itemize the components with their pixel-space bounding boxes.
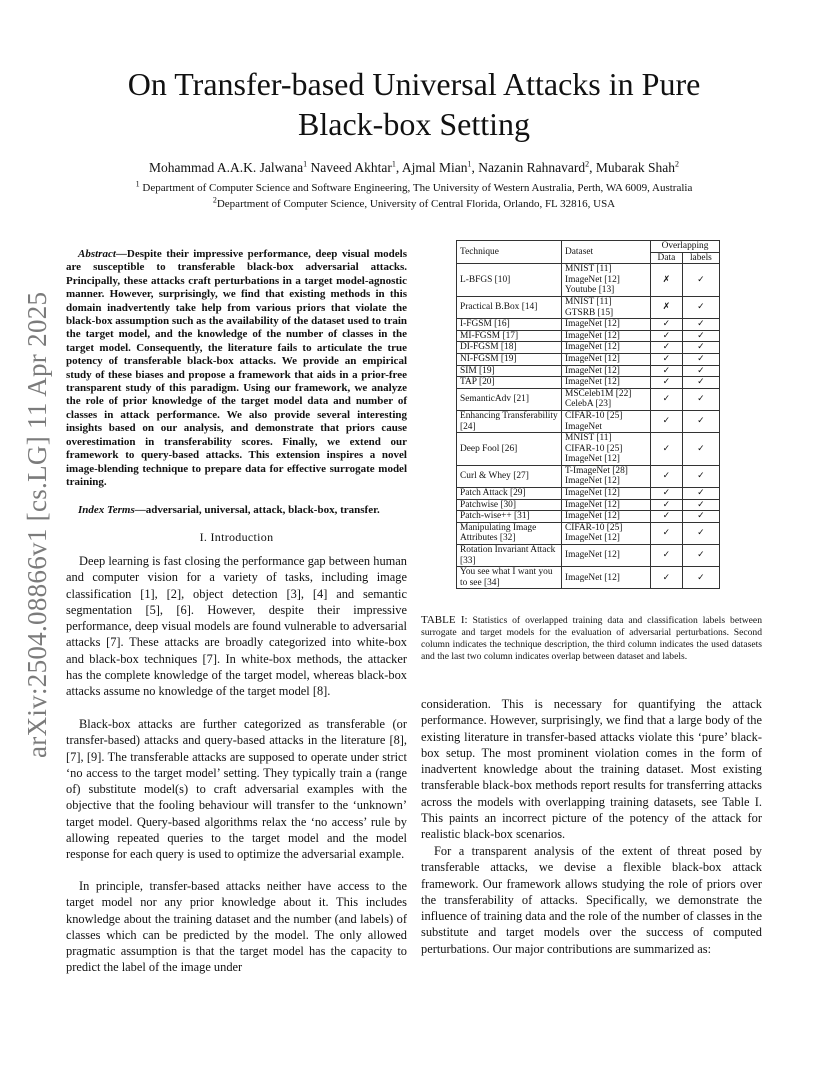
author-aff: 1	[467, 159, 472, 169]
check-mark: ✓	[662, 353, 671, 364]
index-terms	[66, 504, 407, 517]
author-aff: 2	[674, 159, 679, 169]
table-caption	[421, 614, 762, 663]
table-cell-labels	[682, 410, 719, 432]
dataset-entry: ImageNet [12]	[565, 353, 620, 364]
table-row	[457, 264, 720, 297]
table-row	[457, 388, 720, 410]
check-mark: ✓	[697, 416, 705, 427]
check-mark: ✓	[697, 302, 705, 313]
table-cell-labels	[682, 511, 719, 523]
table-row	[457, 488, 720, 500]
check-mark: ✓	[662, 511, 671, 522]
table-header-labels: labels	[682, 252, 719, 264]
table-cell-technique: Patch Attack [29]	[457, 488, 562, 500]
check-mark: ✓	[662, 550, 671, 561]
author-name: Nazanin Rahnavard	[478, 160, 586, 175]
table-row	[457, 353, 720, 365]
title-line-1: On Transfer-based Universal Attacks in Pure	[127, 66, 701, 102]
cross-mark: ✗	[662, 274, 671, 285]
table-cell-dataset	[562, 410, 651, 432]
body-paragraph: Black-box attacks are further categorized as transferable (or transfer-based) attacks and query-based attacks in the literature [8], [7], [9]. The transferable attacks are supposed to operate under strict ‘no access to the target model’ setting. They typically train a (range of) substitute model(s) to craft adversarial examples with the objective that the fooling behaviour will transfer to the ‘unknown’ target model. Query-based algorithms relax the ‘no access’ rule by allowing repeated queries to the target model and the model response for each query is used to optimize the adversarial example.	[66, 717, 407, 862]
table-row	[457, 511, 720, 523]
table-cell-dataset	[562, 388, 651, 410]
dataset-entry: T-ImageNet [28]	[565, 465, 628, 476]
dataset-entry: GTSRB [15]	[565, 307, 614, 318]
table-cell-labels	[682, 296, 719, 318]
table-cell-data	[651, 353, 683, 365]
check-mark: ✓	[697, 330, 705, 341]
table-row	[457, 377, 720, 389]
table-cell-data	[651, 377, 683, 389]
affiliation-1-text: Department of Computer Science and Software Engineering, The University of Western Australia, Perth, WA 6009, Australia	[142, 182, 693, 194]
table-cell-technique: Curl & Whey [27]	[457, 465, 562, 487]
table-cell-data	[651, 264, 683, 297]
table-row	[457, 410, 720, 432]
table-cell-labels	[682, 330, 719, 342]
table-header-row	[457, 241, 720, 253]
table-cell-labels	[682, 522, 719, 544]
abstract-text: —Despite their impressive performance, deep visual models are susceptible to transferable black-box adversarial attacks. Principally, these attacks craft perturbations in a target model-agnostic manner. However, surprisingly, we find that existing methods in this domain inadvertently take help from various priors that violate the black-box assumption such as the availability of the dataset used to train the target model, and the knowledge of the number of classes in the target model. Consequently, the literature fails to articulate the true potency of transferable black-box attacks. We provide an empirical study of these biases and propose a framework that aids in a prior-free transparent study of this paradigm. Using our framework, we analyze the role of prior knowledge of the target model data and number of classes in attack performance. We also provide several interesting insights based on our analysis, and demonstrate that priors cause overestimation in transferability scores. Finally, we extend our framework to query-based attacks. This extension inspires a novel image-blending technique to prepare data for effective surrogate model training.	[66, 248, 407, 488]
table-cell-data	[651, 388, 683, 410]
check-mark: ✓	[662, 572, 671, 583]
table-header-dataset: Dataset	[562, 241, 651, 264]
check-mark: ✓	[697, 488, 705, 499]
table-cell-dataset	[562, 264, 651, 297]
body-paragraph: For a transparent analysis of the extent of threat posed by transferable attacks, we devise a flexible black-box attack framework. Our framework allows studying the role of priors over the transferability of attacks. Specifically, we demonstrate the influence of training data and the role of the number of classes in the substitute and target models over the success of computed perturbations. Our major contributions are summarized as:	[421, 844, 762, 956]
table-cell-technique: L-BFGS [10]	[457, 264, 562, 297]
check-mark: ✓	[697, 353, 705, 364]
table-cell-dataset	[562, 296, 651, 318]
table-row	[457, 567, 720, 589]
index-terms-text: —adversarial, universal, attack, black-box, transfer.	[134, 504, 380, 516]
check-mark: ✓	[662, 528, 671, 539]
table-cell-technique: MI-FGSM [17]	[457, 330, 562, 342]
check-mark: ✓	[697, 528, 705, 539]
table-cell-data	[651, 365, 683, 377]
affiliation-2-text: Department of Computer Science, University of Central Florida, Orlando, FL 32816, USA	[216, 198, 616, 210]
table-cell-dataset	[562, 365, 651, 377]
dataset-entry: CelebA [23]	[565, 399, 612, 410]
dataset-entry: ImageNet [12]	[565, 550, 620, 561]
table-cell-labels	[682, 488, 719, 500]
arxiv-watermark: arXiv:2504.08866v1 [cs.LG] 11 Apr 2025	[22, 291, 52, 758]
check-mark: ✓	[697, 342, 705, 353]
table-cell-labels	[682, 433, 719, 466]
table-cell-dataset	[562, 342, 651, 354]
abstract-label: Abstract	[78, 248, 116, 260]
check-mark: ✓	[662, 394, 671, 405]
check-mark: ✓	[697, 499, 705, 510]
check-mark: ✓	[662, 443, 671, 454]
author-aff: 1	[303, 159, 308, 169]
table-cell-labels	[682, 567, 719, 589]
dataset-entry: ImageNet [12]	[565, 319, 620, 330]
index-terms-label: Index Terms	[78, 504, 135, 516]
table-cell-dataset	[562, 319, 651, 331]
table-cell-labels	[682, 319, 719, 331]
table-row	[457, 319, 720, 331]
table-row	[457, 499, 720, 511]
table-cell-technique: I-FGSM [16]	[457, 319, 562, 331]
dataset-entry: MNIST [11]	[565, 433, 612, 444]
table-cell-technique: Rotation Invariant Attack [33]	[457, 545, 562, 567]
caption-label: TABLE I:	[421, 614, 468, 626]
check-mark: ✓	[697, 365, 705, 376]
table-row	[457, 296, 720, 318]
check-mark: ✓	[662, 365, 671, 376]
author-name: Mohammad A.A.K. Jalwana	[149, 160, 304, 175]
table-cell-dataset	[562, 488, 651, 500]
check-mark: ✓	[697, 471, 705, 482]
dataset-entry: ImageNet [12]	[565, 476, 620, 487]
affiliation-2: $^2$Department of Computer Science, University of Central Florida, Orlando, FL 32816, USA	[212, 195, 616, 210]
table-header-overlapping: Overlapping	[651, 241, 720, 253]
dataset-entry: MSCeleb1M [22]	[565, 388, 632, 399]
check-mark: ✓	[697, 319, 705, 330]
dataset-entry: ImageNet [12]	[565, 488, 620, 499]
table-cell-labels	[682, 388, 719, 410]
table-cell-dataset	[562, 499, 651, 511]
dataset-entry: CIFAR-10 [25]	[565, 443, 623, 454]
table-cell-dataset	[562, 545, 651, 567]
check-mark: ✓	[662, 330, 671, 341]
author-aff: 2	[585, 159, 590, 169]
author-name: Naveed Akhtar	[310, 160, 392, 175]
table-header-technique: Technique	[457, 241, 562, 264]
table-cell-data	[651, 567, 683, 589]
table-cell-data	[651, 488, 683, 500]
title-line-2: Black-box Setting	[298, 106, 530, 142]
table-row	[457, 365, 720, 377]
table-cell-labels	[682, 377, 719, 389]
table-cell-labels	[682, 353, 719, 365]
table-row	[457, 330, 720, 342]
table-row	[457, 342, 720, 354]
table-header-data: Data	[651, 252, 683, 264]
caption-text: Statistics of overlapped training data and classification labels between surrogate and target models for the evaluation of adversarial perturbations. Second column indicates the technique description, the third column indicates the used datasets and the last two column indicates overlap between dataset and labels.	[421, 615, 762, 662]
table-cell-labels	[682, 264, 719, 297]
dataset-entry: MNIST [11]	[565, 264, 612, 275]
body-paragraph: Deep learning is fast closing the performance gap between human and computer vision for a variety of tasks, including image classification [1], [2], object detection [3], [4] and semantic segmentation [5], [6]. However, despite their impressive performance, deep visual models are found vulnerable to adversarial attacks [7]. These attacks are broadly categorized into white-box and black-box techniques [7]. In white-box methods, the attacker has the complete knowledge of the target model, whereas black-box attacks assume no knowledge of the target model [8].	[66, 554, 407, 699]
table-cell-technique: Practical B.Box [14]	[457, 296, 562, 318]
table-row	[457, 545, 720, 567]
table-cell-data	[651, 522, 683, 544]
dataset-entry: CIFAR-10 [25]	[565, 410, 623, 421]
table-cell-dataset	[562, 511, 651, 523]
table-cell-technique: Patch-wise++ [31]	[457, 511, 562, 523]
check-mark: ✓	[697, 274, 705, 285]
dataset-entry: ImageNet	[565, 421, 602, 432]
table-cell-dataset	[562, 433, 651, 466]
table-cell-technique: Enhancing Transferability [24]	[457, 410, 562, 432]
table-cell-dataset	[562, 353, 651, 365]
table-cell-dataset	[562, 522, 651, 544]
body-paragraph: consideration. This is necessary for quantifying the attack performance. However, surprisingly, we find that a large body of the existing literature in transfer-based attacks violate this ‘pure’ black-box setup. The most prominent violation comes in the form of inadvertent knowledge about the training dataset. Most existing transferable black-box methods report results for transferring attacks across the models with overlapping training datasets, see Table I. This paints an incorrect picture of the potency of the attack for realistic black-box scenarios.	[421, 697, 762, 842]
body-paragraph: In principle, transfer-based attacks neither have access to the target model nor any prior knowledge about it. This includes knowledge about the training dataset and the number (and labels) of classes which can be predicted by the model. The only allowed pragmatic assumption is that the target model has the capacity to predict the label of the image under	[66, 879, 407, 975]
check-mark: ✓	[697, 550, 705, 561]
table-cell-technique: You see what I want you to see [34]	[457, 567, 562, 589]
dataset-entry: ImageNet [12]	[565, 511, 620, 522]
author-name: Mubarak Shah	[595, 160, 675, 175]
dataset-entry: ImageNet [12]	[565, 330, 620, 341]
table-cell-labels	[682, 499, 719, 511]
dataset-entry: ImageNet [12]	[565, 454, 620, 465]
table-cell-labels	[682, 342, 719, 354]
affiliation-1: $^1$ Department of Computer Science and Software Engineering, The University of Western Australia, Perth, WA 6009, Australia	[135, 179, 693, 194]
section-heading: I. Introduction	[199, 530, 274, 544]
table-cell-data	[651, 319, 683, 331]
check-mark: ✓	[697, 443, 705, 454]
cross-mark: ✗	[662, 302, 671, 313]
table-cell-labels	[682, 365, 719, 377]
dataset-entry: ImageNet [12]	[565, 342, 620, 353]
dataset-entry: ImageNet [12]	[565, 365, 620, 376]
table-cell-data	[651, 296, 683, 318]
table-cell-dataset	[562, 567, 651, 589]
dataset-entry: Youtube [13]	[565, 285, 615, 296]
check-mark: ✓	[662, 319, 671, 330]
table-cell-labels	[682, 545, 719, 567]
table-cell-technique: SIM [19]	[457, 365, 562, 377]
check-mark: ✓	[662, 416, 671, 427]
table-cell-technique: TAP [20]	[457, 377, 562, 389]
table-cell-dataset	[562, 465, 651, 487]
table-cell-technique: Patchwise [30]	[457, 499, 562, 511]
table-cell-data	[651, 545, 683, 567]
table-body	[457, 264, 720, 589]
table-cell-technique: DI-FGSM [18]	[457, 342, 562, 354]
table-cell-technique: Deep Fool [26]	[457, 433, 562, 466]
table-row	[457, 433, 720, 466]
dataset-entry: ImageNet [12]	[565, 533, 620, 544]
table-cell-data	[651, 499, 683, 511]
author-list: Mohammad A.A.K. Jalwana$^1$ Naveed Akhtar$^1$, Ajmal Mian$^1$, Nazanin Rahnavard$^2$, Mubarak Shah$^2$	[149, 159, 679, 175]
table-cell-data	[651, 433, 683, 466]
dataset-entry: ImageNet [12]	[565, 377, 620, 388]
table-cell-technique: SemanticAdv [21]	[457, 388, 562, 410]
dataset-entry: MNIST [11]	[565, 296, 612, 307]
check-mark: ✓	[697, 377, 705, 388]
table-cell-data	[651, 330, 683, 342]
table-cell-labels	[682, 465, 719, 487]
table-cell-data	[651, 410, 683, 432]
abstract	[66, 248, 407, 489]
check-mark: ✓	[662, 342, 671, 353]
table-row	[457, 465, 720, 487]
table-cell-dataset	[562, 377, 651, 389]
dataset-entry: CIFAR-10 [25]	[565, 522, 623, 533]
table-cell-data	[651, 342, 683, 354]
check-mark: ✓	[662, 377, 671, 388]
dataset-entry: ImageNet [12]	[565, 274, 620, 285]
dataset-entry: ImageNet [12]	[565, 499, 620, 510]
table-row	[457, 522, 720, 544]
check-mark: ✓	[662, 471, 671, 482]
table-cell-technique: NI-FGSM [19]	[457, 353, 562, 365]
author-name: Ajmal Mian	[401, 160, 468, 175]
table-cell-dataset	[562, 330, 651, 342]
table-cell-data	[651, 511, 683, 523]
table-cell-data	[651, 465, 683, 487]
check-mark: ✓	[697, 572, 705, 583]
check-mark: ✓	[697, 394, 705, 405]
dataset-entry: ImageNet [12]	[565, 572, 620, 583]
paper-title	[60, 64, 768, 144]
table-cell-technique: Manipulating Image Attributes [32]	[457, 522, 562, 544]
overlap-table	[456, 240, 720, 589]
check-mark: ✓	[662, 488, 671, 499]
check-mark: ✓	[697, 511, 705, 522]
author-aff: 1	[391, 159, 396, 169]
check-mark: ✓	[662, 499, 671, 510]
